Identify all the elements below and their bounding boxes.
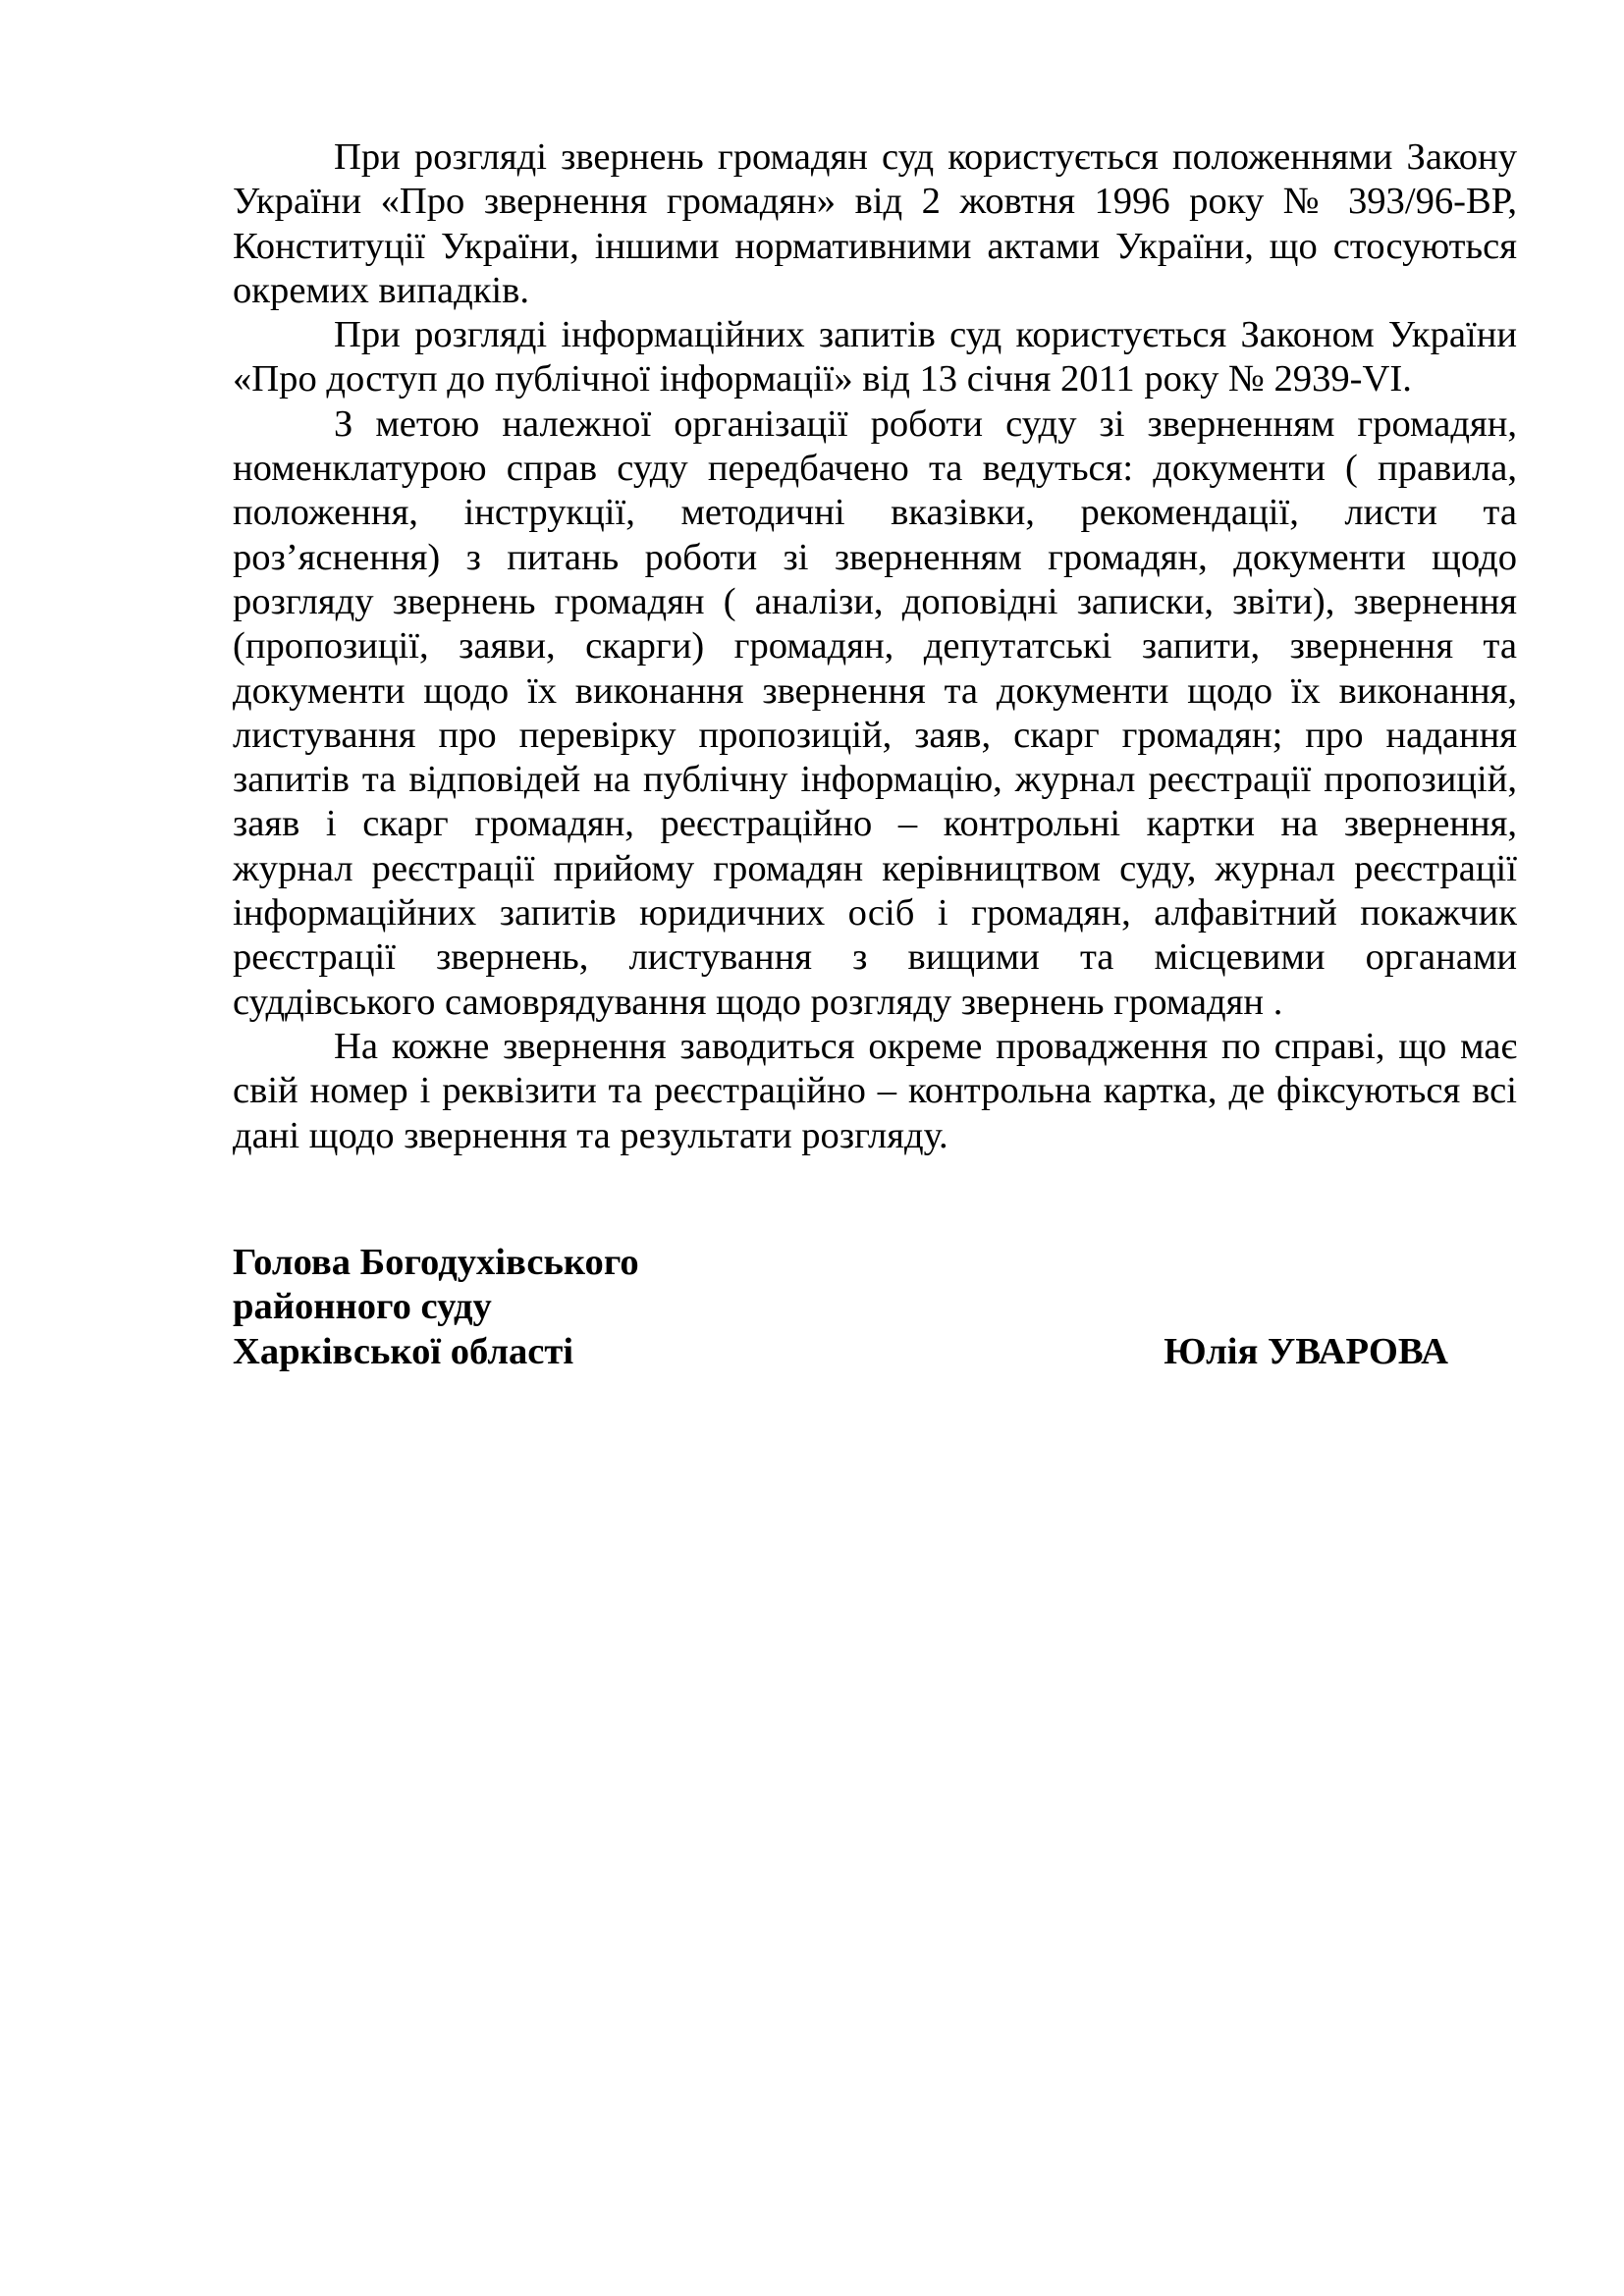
text-line: свій номер і реквізити та реєстраційно – контрольна картка, де фіксуються всі	[233, 1070, 1517, 1112]
text-line: Конституції України, іншими нормативними актами України, що стосуються	[233, 225, 1517, 267]
text-line: запитів та відповідей на публічну інформацію, журнал реєстрації пропозицій,	[233, 759, 1517, 801]
paragraph-case-nomenclature	[233, 402, 1517, 1025]
text-line: України «Про звернення громадян» від 2 жовтня 1996 року № 393/96-ВР,	[233, 181, 1517, 223]
signatory-position: районного суду	[233, 1286, 492, 1328]
paragraph-citizens-appeals-law	[233, 135, 1517, 313]
text-line: реєстрації звернень, листування з вищими та місцевими органами	[233, 936, 1517, 979]
paragraph-separate-proceedings	[233, 1025, 1517, 1158]
text-line: заяв і скарг громадян, реєстраційно – контрольні картки на звернення,	[233, 803, 1517, 845]
text-line: роз’яснення) з питань роботи зі зверненням громадян, документи щодо	[233, 536, 1517, 578]
text-line: «Про доступ до публічної інформації» від 13 січня 2011 року № 2939-VI.	[233, 358, 1412, 400]
signatory-position: Голова Богодухівського	[233, 1242, 639, 1283]
text-line: положення, інструкції, методичні вказівки, рекомендації, листи та	[233, 492, 1517, 534]
text-line: дані щодо звернення та результати розгляду.	[233, 1114, 948, 1156]
document-body	[233, 135, 1517, 1158]
text-line: При розгляді інформаційних запитів суд користується Законом України	[334, 314, 1517, 356]
text-line: На кожне звернення заводиться окреме провадження по справі, що має	[334, 1025, 1517, 1067]
text-line: При розгляді звернень громадян суд користується положеннями Закону	[334, 136, 1517, 178]
text-line: номенклатурою справ суду передбачено та ведуться: документи ( правила,	[233, 448, 1517, 490]
text-line: листування про перевірку пропозицій, заяв, скарг громадян; про надання	[233, 714, 1517, 756]
text-line: інформаційних запитів юридичних осіб і громадян, алфавітний покажчик	[233, 892, 1517, 934]
text-line: окремих випадків.	[233, 269, 530, 311]
signatory-name: Юлія УВАРОВА	[1164, 1330, 1448, 1372]
text-line: З метою належної організації роботи суду зі зверненням громадян,	[334, 402, 1517, 445]
text-line: розгляду звернень громадян ( аналізи, доповідні записки, звіти), звернення	[233, 580, 1517, 622]
text-line: документи щодо їх виконання звернення та документи щодо їх виконання,	[233, 669, 1517, 712]
paragraph-public-information-law	[233, 313, 1517, 402]
text-line: журнал реєстрації прийому громадян керівництвом суду, журнал реєстрації	[233, 847, 1517, 889]
signatory-position: Харківської області	[233, 1330, 574, 1372]
text-line: суддівського самоврядування щодо розгляду звернень громадян .	[233, 981, 1283, 1023]
text-line: (пропозиції, заяви, скарги) громадян, депутатські запити, звернення та	[233, 625, 1517, 667]
signature-block	[233, 1241, 1448, 1374]
